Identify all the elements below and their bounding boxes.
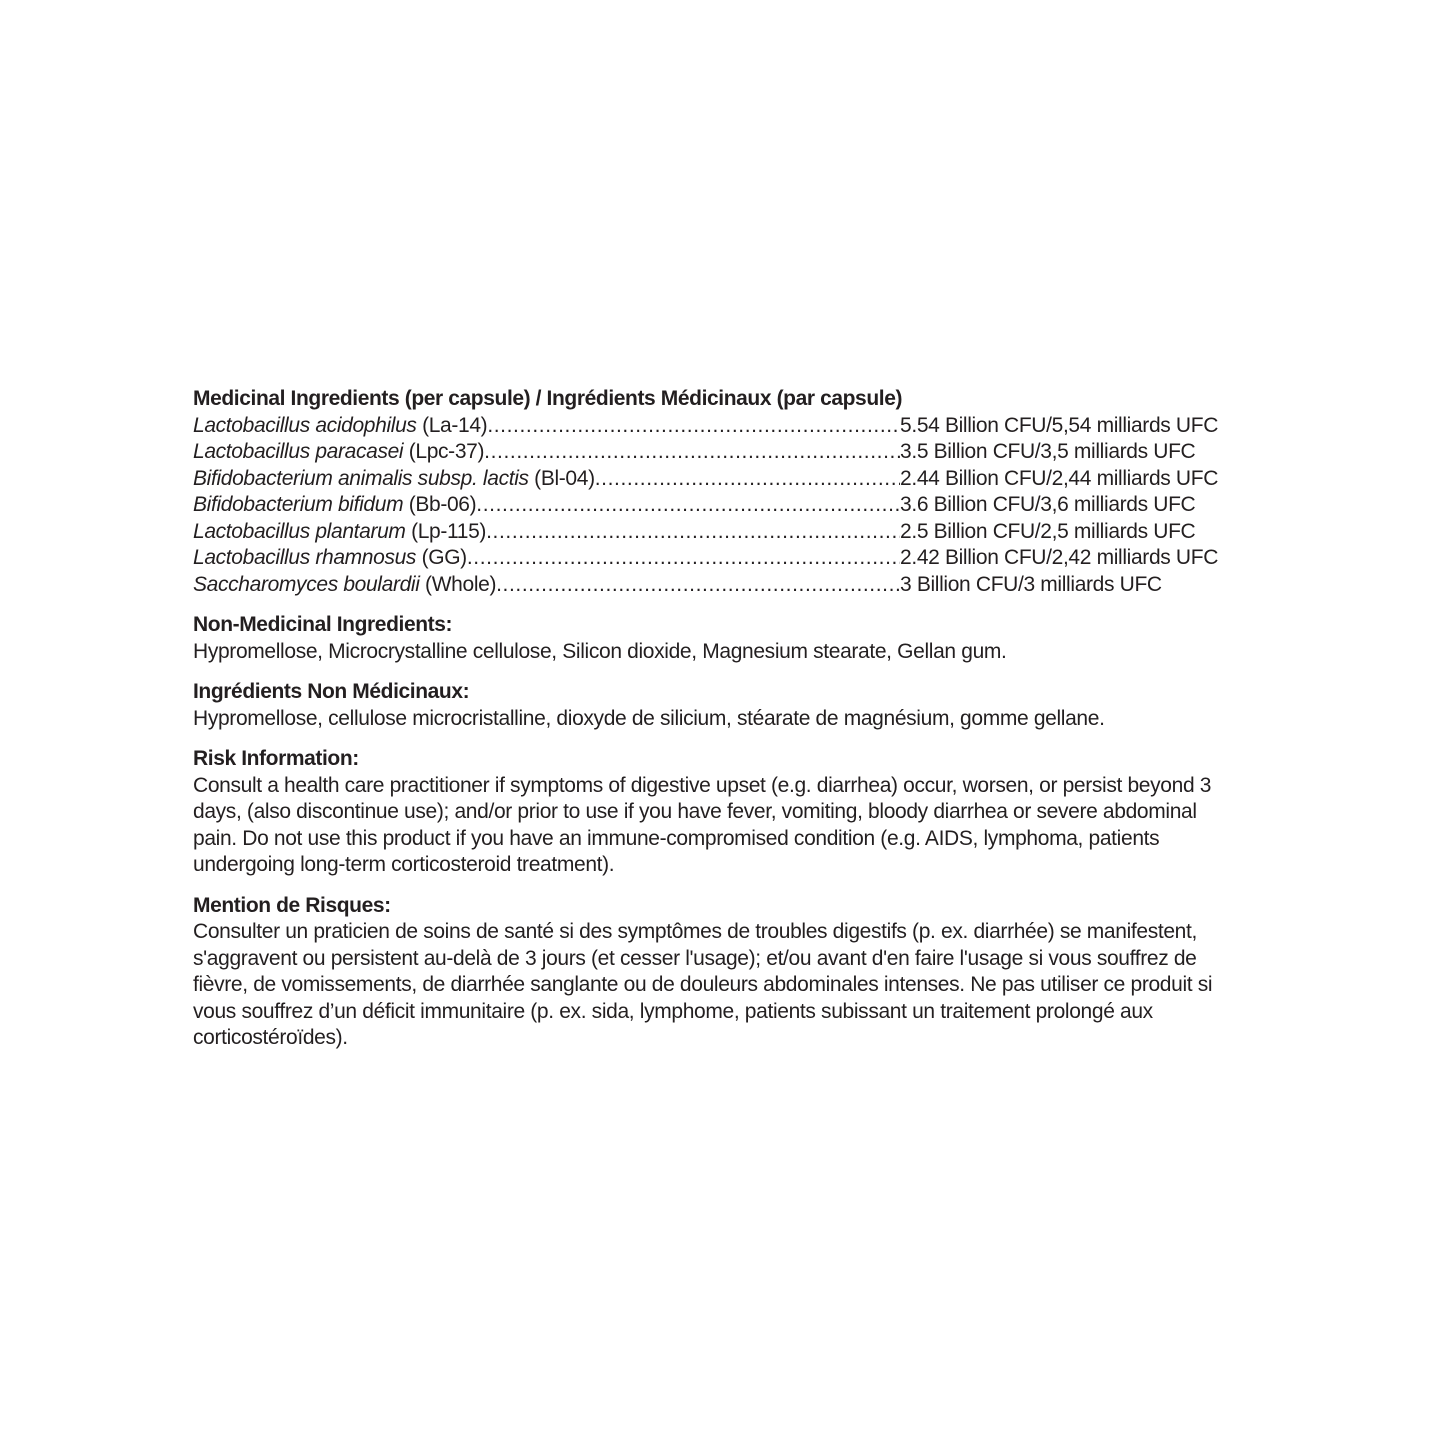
dot-leader <box>487 413 900 440</box>
ingredient-left <box>193 519 900 546</box>
ingredient-label <box>193 466 595 493</box>
ingredient-label <box>193 492 476 519</box>
ingredient-label <box>193 519 486 546</box>
dot-leader <box>595 466 900 493</box>
non-medicinal-ingredients-en-section <box>193 612 1263 665</box>
ingredient-left <box>193 492 900 519</box>
ingredient-list <box>193 413 1263 599</box>
risk-information-en-text: Consult a health care practitioner if symptoms of digestive upset (e.g. diarrhea) occur, worsen, or persist beyond 3 days, (also discontinue use); and/or prior to use if you have fever, vomiting, bloody diarrhea or severe abdominal pain. Do not use this product if you have an immune-compromised condition (e.g. AIDS, lymphoma, patients undergoing long-term corticosteroid treatment). <box>193 773 1212 876</box>
ingredient-amount: 3.6 Billion CFU/3,6 milliards UFC <box>900 493 1196 516</box>
medicinal-ingredients-heading: Medicinal Ingredients (per capsule) / Ingrédients Médicinaux (par capsule) <box>193 387 903 410</box>
risk-information-fr-section <box>193 893 1263 1052</box>
ingredient-row <box>193 545 1263 572</box>
ingredient-label <box>193 572 496 599</box>
ingredient-left <box>193 413 900 440</box>
ingredient-row <box>193 466 1263 493</box>
ingredient-row <box>193 572 1263 599</box>
risk-information-fr-text: Consulter un praticien de soins de santé si des symptômes de troubles digestifs (p. ex. diarrhée) se manifestent, s'aggravent ou persistent au-delà de 3 jours (et cesser l'usage); et/ou avant d'en faire l'usage si vous souffrez de fièvre, de vomissements, de diarrhée sanglante ou de douleurs abdominales intenses. Ne pas utiliser ce produit si vous souffrez d’un déficit immunitaire (p. ex. sida, lymphome, patients subissant un traitement prolongé aux corticostéroïdes). <box>193 920 1213 1049</box>
non-medicinal-ingredients-en-heading: Non-Medicinal Ingredients: <box>193 613 453 636</box>
ingredient-name: Bifidobacterium animalis subsp. lactis <box>193 466 529 490</box>
ingredient-name: Lactobacillus plantarum <box>193 519 406 543</box>
ingredient-row <box>193 439 1263 466</box>
risk-information-fr-heading: Mention de Risques: <box>193 893 391 917</box>
ingredient-left <box>193 466 900 493</box>
risk-information-en-section <box>193 746 1263 879</box>
ingredient-left <box>193 572 900 599</box>
ingredient-label <box>193 545 467 572</box>
ingredient-strain: (Bl-04) <box>528 466 595 490</box>
ingredient-name: Lactobacillus paracasei <box>193 440 404 463</box>
non-medicinal-ingredients-fr-section <box>193 679 1263 732</box>
ingredient-name: Lactobacillus acidophilus <box>193 413 417 437</box>
ingredient-strain: (Whole) <box>419 572 497 596</box>
ingredient-strain: (Lpc-37) <box>403 440 485 463</box>
ingredient-name: Saccharomyces boulardii <box>193 572 420 596</box>
non-medicinal-ingredients-en-text: Hypromellose, Microcrystalline cellulose, Silicon dioxide, Magnesium stearate, Gellan gum. <box>193 639 1007 663</box>
ingredient-left <box>193 439 900 466</box>
medicinal-ingredients-section <box>193 386 1263 598</box>
ingredient-row <box>193 413 1263 440</box>
dot-leader <box>486 519 900 546</box>
ingredient-label <box>193 439 484 466</box>
ingredient-left <box>193 545 900 572</box>
dot-leader <box>496 572 900 599</box>
product-label <box>193 386 1263 1052</box>
ingredient-strain: (GG) <box>416 546 467 569</box>
non-medicinal-ingredients-fr-text: Hypromellose, cellulose microcristalline, dioxyde de silicium, stéarate de magnésium, gomme gellane. <box>193 706 1105 730</box>
ingredient-amount: 2.5 Billion CFU/2,5 milliards UFC <box>900 519 1196 543</box>
ingredient-name: Lactobacillus rhamnosus <box>193 546 417 569</box>
ingredient-amount: 2.44 Billion CFU/2,44 milliards UFC <box>900 466 1219 490</box>
ingredient-strain: (Lp-115) <box>405 519 487 543</box>
dot-leader <box>484 439 900 466</box>
ingredient-name: Bifidobacterium bifidum <box>193 493 404 516</box>
ingredient-amount: 2.42 Billion CFU/2,42 milliards UFC <box>900 546 1219 569</box>
dot-leader <box>467 545 900 572</box>
non-medicinal-ingredients-fr-heading: Ingrédients Non Médicinaux: <box>193 680 470 703</box>
dot-leader <box>476 492 900 519</box>
ingredient-label <box>193 413 487 440</box>
ingredient-row <box>193 492 1263 519</box>
risk-information-en-heading: Risk Information: <box>193 747 359 770</box>
ingredient-strain: (La-14) <box>416 413 488 437</box>
ingredient-amount: 3.5 Billion CFU/3,5 milliards UFC <box>900 440 1196 463</box>
ingredient-amount: 3 Billion CFU/3 milliards UFC <box>900 572 1162 596</box>
ingredient-strain: (Bb-06) <box>403 493 477 516</box>
ingredient-row <box>193 519 1263 546</box>
ingredient-amount: 5.54 Billion CFU/5,54 milliards UFC <box>900 413 1219 437</box>
